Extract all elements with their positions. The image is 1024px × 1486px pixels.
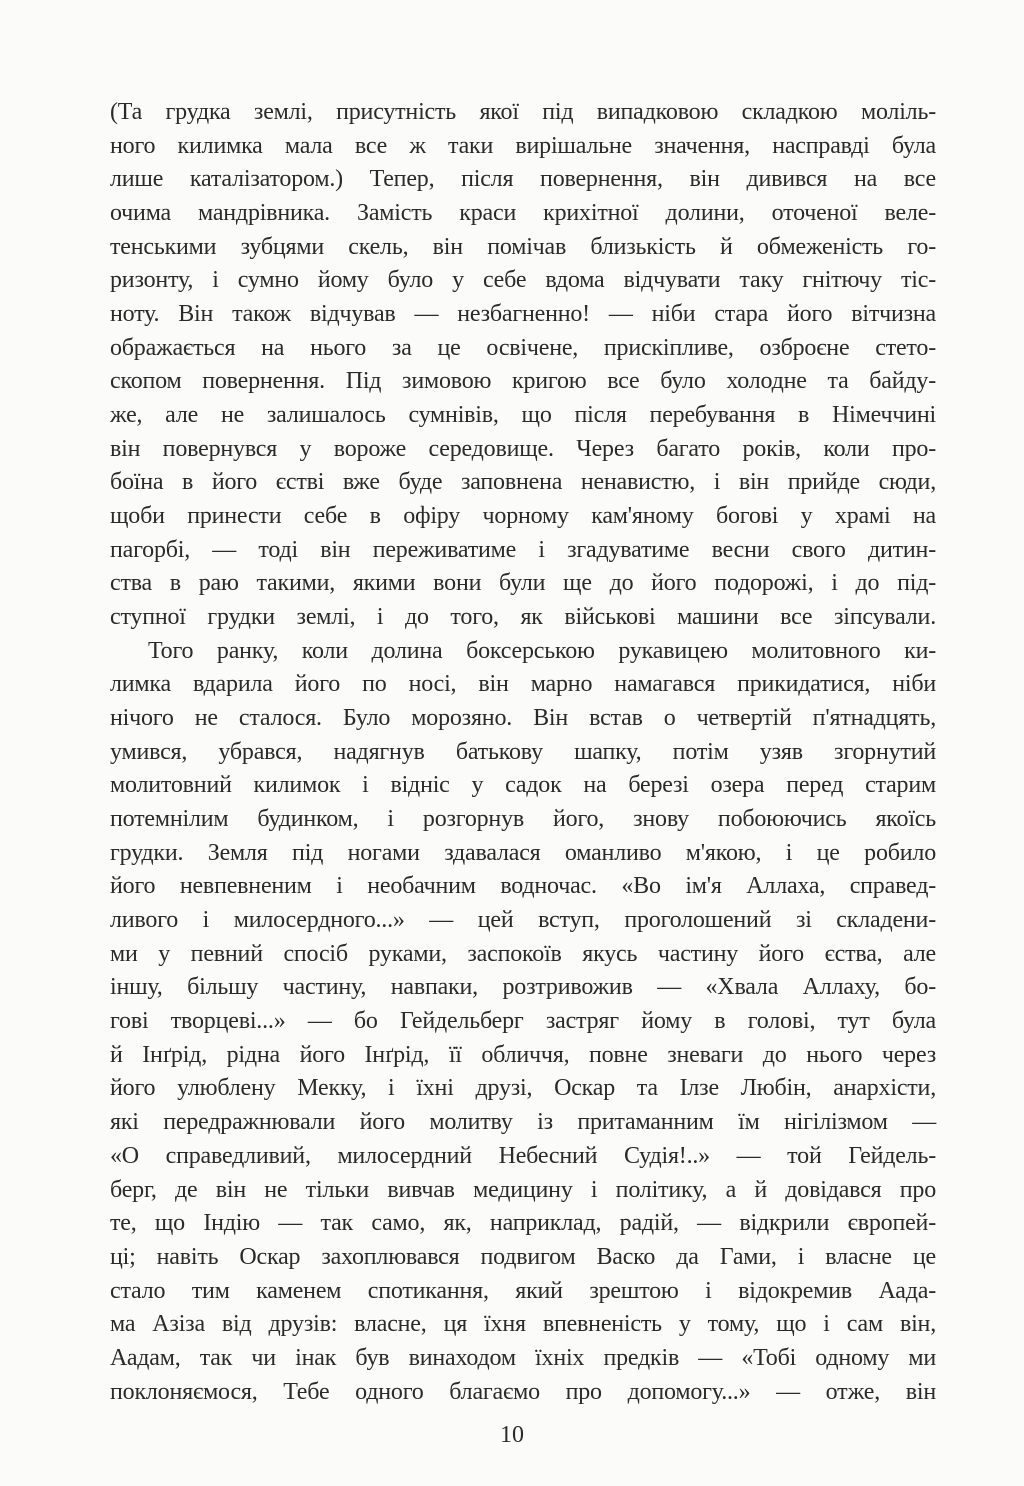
text-line: нічого не сталося. Було морозяно. Він встав о четвертій п'ятнадцять, — [110, 705, 936, 732]
text-line: боїна в його єстві вже буде заповнена ненавистю, і він прийде сюди, — [110, 469, 936, 496]
text-line: ма Азіза від друзів: власне, ця їхня впевненість у тому, що і сам він, — [110, 1311, 936, 1338]
text-line: щоби принести себе в офіру чорному кам'яному богові у храмі на — [110, 503, 936, 530]
page-body-text — [110, 96, 936, 1409]
text-line: же, але не залишалось сумнівів, що після перебування в Німеччині — [110, 402, 936, 429]
text-line: скопом повернення. Під зимовою кригою все було холодне та байду- — [110, 368, 936, 395]
text-line: ризонту, і сумно йому було у себе вдома відчувати таку гнітючу тіс- — [110, 267, 936, 294]
text-line: ного килимка мала все ж таки вирішальне значення, насправді була — [110, 132, 936, 159]
text-line: Аадам, так чи інак був винаходом їхніх предків — «Тобі одному ми — [110, 1344, 936, 1371]
text-line: потемнілим будинком, і розгорнув його, знову побоюючись якоїсь — [110, 806, 936, 833]
text-line: тенськими зубцями скель, він помічав близькість й обмеженість го- — [110, 233, 936, 260]
text-line: поклоняємося, Тебе одного благаємо про допомогу...» — отже, він — [110, 1378, 936, 1405]
text-line: його невпевненим і необачним водночас. «Во ім'я Аллаха, справед- — [110, 873, 936, 900]
text-line: ми у певний спосіб руками, заспокоїв якусь частину його єства, але — [110, 940, 936, 967]
text-line: він повернувся у вороже середовище. Через багато років, коли про- — [110, 435, 936, 462]
text-line: іншу, більшу частину, навпаки, розтривожив — «Хвала Аллаху, бо- — [110, 974, 936, 1001]
text-line: ства в раю такими, якими вони були ще до його подорожі, і до під- — [110, 570, 936, 597]
text-line: ображається на нього за це освічене, прискіпливе, озброєне стето- — [110, 334, 936, 361]
text-line: умився, убрався, надягнув батькову шапку, потім узяв згорнутий — [110, 738, 936, 765]
text-line: берг, де він не тільки вивчав медицину і політику, а й довідався про — [110, 1176, 936, 1203]
text-line: (Та грудка землі, присутність якої під випадковою складкою моліль- — [110, 99, 936, 125]
text-line: лише каталізатором.) Тепер, після повернення, він дивився на все — [110, 166, 936, 193]
text-line: ливого і милосердного...» — цей вступ, проголошений зі складени- — [110, 907, 936, 934]
text-line: ці; навіть Оскар захоплювався подвигом Васко да Гами, і власне це — [110, 1243, 936, 1270]
text-line: стало тим каменем спотикання, який зрештою і відокремив Аада- — [110, 1277, 936, 1304]
text-line: гові творцеві...» — бо Гейдельберг застряг йому в голові, тут була — [110, 1008, 936, 1035]
text-line: те, що Індію — так само, як, наприклад, радій, — відкрили європей- — [110, 1210, 936, 1237]
text-line: «О справедливий, милосердний Небесний Судія!..» — той Гейдель- — [110, 1142, 936, 1169]
text-line: грудки. Земля під ногами здавалася оманливо м'якою, і це робило — [110, 839, 936, 866]
text-line: молитовний килимок і відніс у садок на березі озера перед старим — [110, 772, 936, 799]
text-line: лимка вдарила його по носі, він марно намагався прикидатися, ніби — [110, 671, 936, 698]
page-number: 10 — [500, 1422, 524, 1448]
text-line: його улюблену Мекку, і їхні друзі, Оскар та Ілзе Любін, анархісти, — [110, 1075, 936, 1102]
text-line: й Інґрід, рідна його Інґрід, її обличчя, повне зневаги до нього через — [110, 1041, 936, 1068]
text-line: ступної грудки землі, і до того, як військові машини все зіпсували. — [110, 604, 936, 631]
text-line: ноту. Він також відчував — незбагненно! — ніби стара його вітчизна — [110, 301, 936, 328]
text-line: очима мандрівника. Замість краси крихітної долини, оточеної веле- — [110, 200, 936, 227]
paragraph-first-line: Того ранку, коли долина боксерською рукавицею молитовного ки- — [148, 637, 936, 664]
text-line: пагорбі, — тоді він переживатиме і згадуватиме весни свого дитин- — [110, 536, 936, 563]
text-line: які передражнювали його молитву із притаманним їм нігілізмом — — [110, 1109, 936, 1136]
